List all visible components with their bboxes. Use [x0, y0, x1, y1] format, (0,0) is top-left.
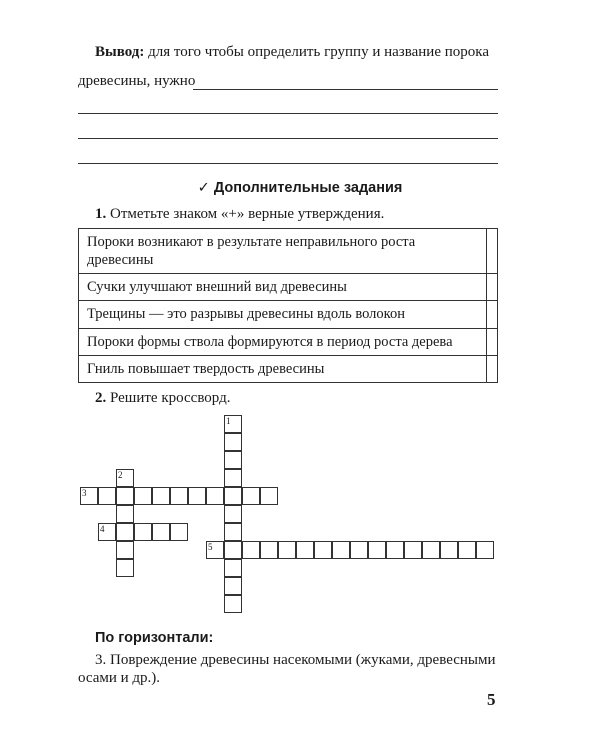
crossword-cell[interactable]: [260, 487, 278, 505]
answer-line-1[interactable]: [193, 89, 498, 90]
statement-text: Пороки формы ствола формируются в период роста дерева: [79, 328, 487, 355]
answer-mark-cell[interactable]: [487, 301, 498, 328]
crossword-cell[interactable]: [98, 523, 116, 541]
crossword-cell[interactable]: [368, 541, 386, 559]
crossword-cell[interactable]: [458, 541, 476, 559]
statement-text: Гниль повышает твердость древесины: [79, 355, 487, 382]
crossword-cell[interactable]: [224, 559, 242, 577]
clue-3-line-1: 3. Повреждение древесины насекомыми (жуками, древесными: [95, 652, 496, 668]
conclusion-text-2: древесины, нужно: [78, 73, 196, 89]
conclusion-text-1: для того чтобы определить группу и название порока: [144, 44, 489, 60]
clue-3-line-2: осами и др.).: [78, 670, 161, 686]
answer-line-2[interactable]: [78, 113, 498, 114]
crossword-cell[interactable]: [152, 523, 170, 541]
task1-prompt: [95, 206, 384, 223]
crossword-cell[interactable]: [116, 523, 134, 541]
statements-table: [78, 228, 498, 383]
statement-text: Трещины — это разрывы древесины вдоль волокон: [79, 301, 487, 328]
crossword-cell[interactable]: [98, 487, 116, 505]
crossword-cell[interactable]: [224, 595, 242, 613]
conclusion-label: Вывод:: [95, 44, 145, 60]
answer-mark-cell[interactable]: [487, 355, 498, 382]
crossword-cell[interactable]: [296, 541, 314, 559]
crossword-cell[interactable]: [116, 541, 134, 559]
crossword-cell[interactable]: [404, 541, 422, 559]
crossword-cell[interactable]: [422, 541, 440, 559]
crossword-cell[interactable]: [224, 469, 242, 487]
crossword-cell[interactable]: [278, 541, 296, 559]
statement-text: Пороки возникают в результате неправильного роста древесины: [79, 229, 487, 274]
table-row: [79, 229, 498, 274]
task1-number: 1.: [95, 206, 107, 222]
crossword-clue-number: 4: [100, 524, 105, 534]
task2-number: 2.: [95, 390, 107, 406]
table-row: [79, 274, 498, 301]
horizontal-title: По горизонтали:: [95, 630, 214, 646]
section-title: ✓ Дополнительные задания: [197, 180, 403, 196]
crossword-cell[interactable]: [224, 505, 242, 523]
crossword-cell[interactable]: [134, 487, 152, 505]
crossword-clue-number: 2: [118, 470, 123, 480]
crossword-cell[interactable]: [224, 487, 242, 505]
crossword-cell[interactable]: [224, 523, 242, 541]
statement-text: Сучки улучшают внешний вид древесины: [79, 274, 487, 301]
crossword-cell[interactable]: [134, 523, 152, 541]
table-row: [79, 355, 498, 382]
table-row: [79, 301, 498, 328]
crossword-cell[interactable]: [224, 541, 242, 559]
crossword-cell[interactable]: [206, 541, 224, 559]
crossword-cell[interactable]: [476, 541, 494, 559]
crossword-cell[interactable]: [152, 487, 170, 505]
conclusion-line-1: [95, 44, 489, 61]
answer-line-3[interactable]: [78, 138, 498, 139]
crossword-cell[interactable]: [242, 541, 260, 559]
crossword-cell[interactable]: [314, 541, 332, 559]
crossword-cell[interactable]: [206, 487, 224, 505]
crossword-cell[interactable]: [350, 541, 368, 559]
task2-text: Решите кроссворд.: [106, 390, 231, 406]
answer-mark-cell[interactable]: [487, 229, 498, 274]
page-number: 5: [487, 690, 496, 709]
crossword-cell[interactable]: [242, 487, 260, 505]
crossword-cell[interactable]: [224, 577, 242, 595]
crossword-cell[interactable]: [116, 505, 134, 523]
task1-text: Отметьте знаком «+» верные утверждения.: [106, 206, 385, 222]
crossword-clue-number: 3: [82, 488, 87, 498]
table-row: [79, 328, 498, 355]
crossword-cell[interactable]: [224, 415, 242, 433]
crossword-cell[interactable]: [332, 541, 350, 559]
crossword-cell[interactable]: [440, 541, 458, 559]
task2-prompt: [95, 390, 230, 407]
crossword-cell[interactable]: [224, 451, 242, 469]
crossword-cell[interactable]: [170, 487, 188, 505]
crossword-cell[interactable]: [260, 541, 278, 559]
answer-line-4[interactable]: [78, 163, 498, 164]
crossword-clue-number: 1: [226, 416, 231, 426]
crossword-cell[interactable]: [188, 487, 206, 505]
answer-mark-cell[interactable]: [487, 274, 498, 301]
crossword-clue-number: 5: [208, 542, 213, 552]
crossword-cell[interactable]: [116, 487, 134, 505]
crossword-cell[interactable]: [224, 433, 242, 451]
crossword-cell[interactable]: [80, 487, 98, 505]
answer-mark-cell[interactable]: [487, 328, 498, 355]
crossword-cell[interactable]: [386, 541, 404, 559]
crossword-cell[interactable]: [116, 469, 134, 487]
crossword-cell[interactable]: [170, 523, 188, 541]
crossword-cell[interactable]: [116, 559, 134, 577]
